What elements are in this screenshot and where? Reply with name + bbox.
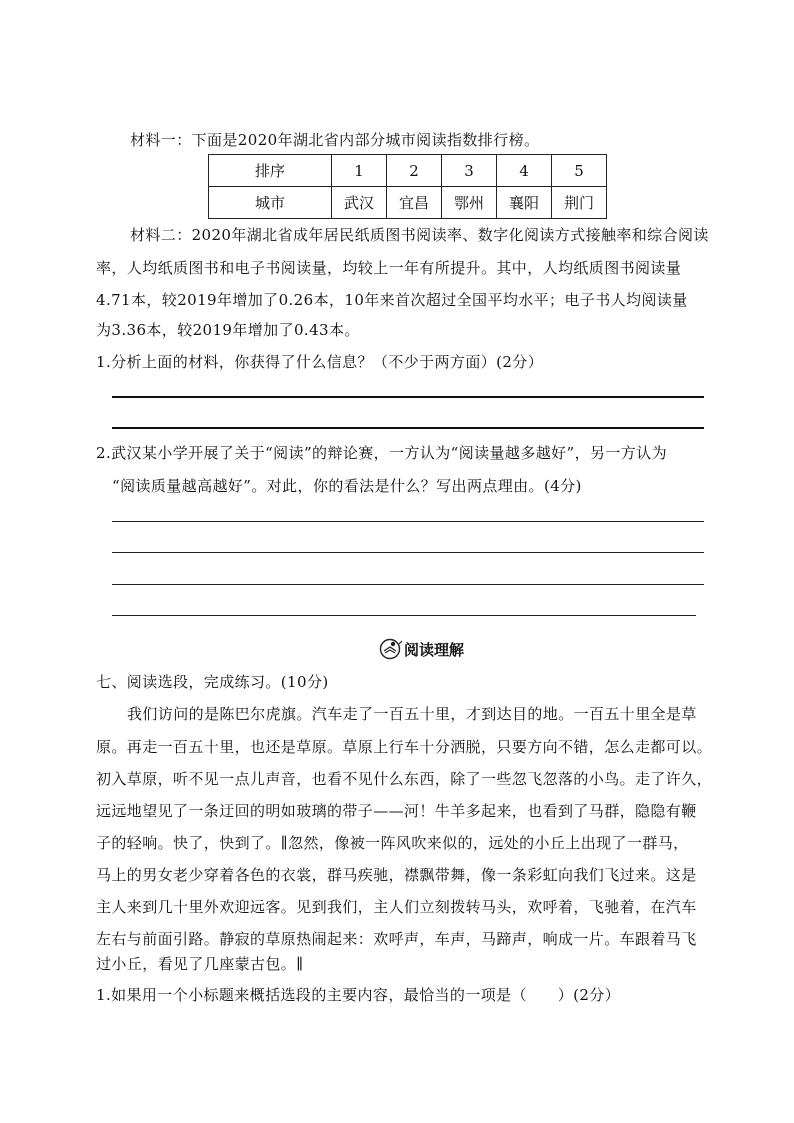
table-cell: 武汉 [332,187,387,219]
table-header-city: 城市 [209,187,332,219]
table-cell: 1 [332,155,387,187]
table-cell: 4 [497,155,552,187]
material2-line: 为3.36本，较2019年增加了0.43本。 [96,321,360,339]
passage-line: 过小丘，看见了几座蒙古包。∥ [96,955,304,973]
answer-line[interactable] [112,552,704,553]
passage-line: 远远地望见了一条迂回的明如玻璃的带子——河！牛羊多起来，也看到了马群，隐隐有鞭 [96,802,697,820]
table-cell: 5 [552,155,607,187]
answer-line[interactable] [112,521,704,522]
question-2-line1: 2.武汉某小学开展了关于“阅读”的辩论赛，一方认为“阅读量越多越好”，另一方认为 [96,444,667,462]
section-title [379,638,464,660]
city-ranking-table [208,154,607,219]
answer-line[interactable] [112,427,704,429]
question-2-line2: “阅读质量越高越好”。对此，你的看法是什么？写出两点理由。(4分) [112,477,582,495]
question-1: 1.分析上面的材料，你获得了什么信息？（不少于两方面）(2分） [96,353,544,371]
table-cell: 2 [387,155,442,187]
table-cell: 宜昌 [387,187,442,219]
material2-line: 率，人均纸质图书和电子书阅读量，均较上一年有所提升。其中，人均纸质图书阅读量 [96,259,682,277]
book-reading-icon [379,638,403,660]
table-cell: 鄂州 [442,187,497,219]
table-cell: 襄阳 [497,187,552,219]
passage-line: 原。再走一百五十里，也还是草原。草原上行车十分洒脱，只要方向不错，怎么走都可以。 [96,738,713,756]
table-header-rank: 排序 [209,155,332,187]
passage-line: 我们访问的是陈巴尔虎旗。汽车走了一百五十里，才到达目的地。一百五十里全是草 [127,705,697,723]
table-cell: 荆门 [552,187,607,219]
material2-line: 4.71本，较2019年增加了0.26本，10年来首次超过全国平均水平；电子书人均阅读量 [96,291,688,309]
passage-line: 马上的男女老少穿着各色的衣裳，群马疾驰，襟飘带舞，像一条彩虹向我们飞过来。这是 [96,866,697,884]
table-row [209,187,607,219]
answer-line[interactable] [112,615,696,616]
material1-intro: 材料一：下面是2020年湖北省内部分城市阅读指数排行榜。 [130,131,540,149]
table-cell: 3 [442,155,497,187]
passage-line: 左右与前面引路。静寂的草原热闹起来：欢呼声，车声，马蹄声，响成一片。车跟着马飞 [96,930,697,948]
answer-line[interactable] [112,396,704,398]
part7-heading: 七、阅读选段，完成练习。(10分) [96,673,329,691]
material2-line: 材料二：2020年湖北省成年居民纸质图书阅读率、数字化阅读方式接触率和综合阅读 [130,226,709,244]
passage-line: 子的轻响。快了，快到了。∥忽然，像被一阵风吹来似的，远处的小丘上出现了一群马， [96,834,689,852]
answer-line[interactable] [112,584,704,585]
table-row [209,155,607,187]
part7-question-1: 1.如果用一个小标题来概括选段的主要内容，最恰当的一项是（ ）(2分） [96,986,621,1004]
passage-line: 主人来到几十里外欢迎远客。见到我们，主人们立刻拨转马头，欢呼着，飞驰着，在汽车 [96,898,697,916]
passage-line: 初入草原，听不见一点儿声音，也看不见什么东西，除了一些忽飞忽落的小鸟。走了许久， [96,770,713,788]
section-title-text: 阅读理解 [404,640,465,659]
